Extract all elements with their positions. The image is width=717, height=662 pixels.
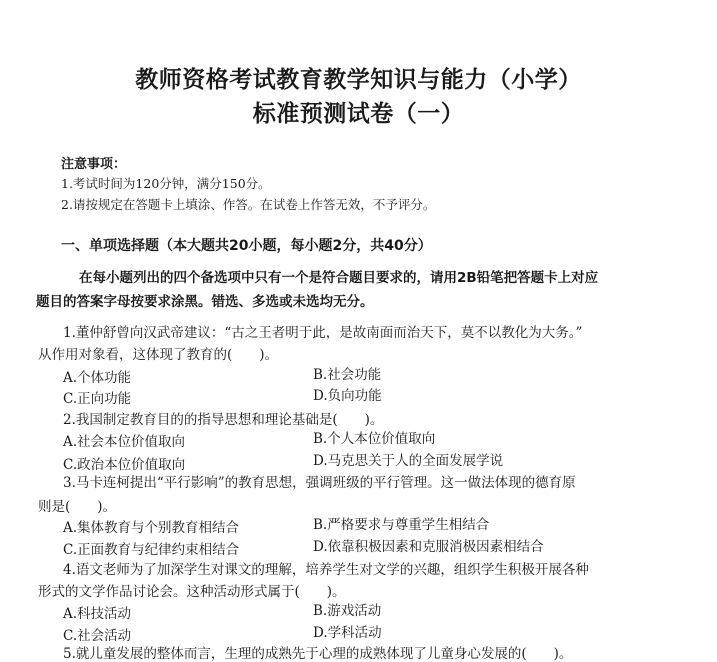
question-1-line1: 1.董仲舒曾向汉武帝建议：“古之王者明于此，是故南面而治天下，莫不以教化为大务。”: [63, 325, 583, 341]
exam-title-line2: 标准预测试卷（一）: [252, 101, 465, 127]
notice-heading: 注意事项：: [61, 157, 127, 172]
question-1-line2: 从作用对象看，这体现了教育的( )。: [38, 347, 279, 363]
question-1-option-b: B.社会功能: [313, 367, 382, 383]
question-5-line1: 5.就儿童发展的整体而言，生理的成熟先于心理的成熟体现了儿童身心发展的( )。: [63, 646, 573, 662]
notice-item-2: 2.请按规定在答题卡上填涂、作答。在试卷上作答无效，不予评分。: [61, 197, 436, 212]
section-instruction-line2: 题目的答案字母按要求涂黑。错选、多选或未选均无分。: [36, 294, 374, 310]
question-4-line2: 形式的文学作品讨论会。这种活动形式属于( )。: [38, 584, 346, 600]
question-2-option-d: D.马克思关于人的全面发展学说: [313, 453, 504, 469]
question-2-line1: 2.我国制定教育目的的指导思想和理论基础是( )。: [63, 412, 384, 428]
notice-item-1: 1.考试时间为120分钟，满分150分。: [61, 176, 271, 191]
question-3-option-a: A.集体教育与个别教育相结合: [63, 520, 240, 536]
question-4-option-c: C.社会活动: [63, 628, 132, 644]
question-1-option-d: D.负向功能: [313, 388, 382, 404]
question-3-line2: 则是( )。: [38, 499, 117, 515]
question-2-option-a: A.社会本位价值取向: [63, 434, 186, 450]
question-4-option-b: B.游戏活动: [313, 603, 382, 619]
question-3-option-b: B.严格要求与尊重学生相结合: [313, 517, 490, 533]
question-1-option-a: A.个体功能: [63, 370, 132, 386]
question-3-line1: 3.马卡连柯提出“平行影响”的教育思想，强调班级的平行管理。这一做法体现的德育原: [63, 475, 576, 491]
question-2-option-c: C.政治本位价值取向: [63, 457, 186, 473]
question-4-line1: 4.语文老师为了加深学生对课文的理解，培养学生对文学的兴趣，组织学生积极开展各种: [63, 562, 589, 578]
question-4-option-a: A.科技活动: [63, 606, 132, 622]
question-1-option-c: C.正向功能: [63, 391, 132, 407]
question-3-option-d: D.依靠积极因素和克服消极因素相结合: [313, 539, 544, 555]
section-instruction-line1: 在每小题列出的四个备选项中只有一个是符合题目要求的，请用2B铅笔把答题卡上对应: [79, 270, 599, 286]
question-4-option-d: D.学科活动: [313, 625, 382, 641]
question-3-option-c: C.正面教育与纪律约束相结合: [63, 542, 240, 558]
section-heading: 一、单项选择题（本大题共20小题，每小题2分，共40分）: [61, 238, 432, 254]
question-2-option-b: B.个人本位价值取向: [313, 431, 436, 447]
exam-title-line1: 教师资格考试教育教学知识与能力（小学）: [135, 67, 582, 93]
